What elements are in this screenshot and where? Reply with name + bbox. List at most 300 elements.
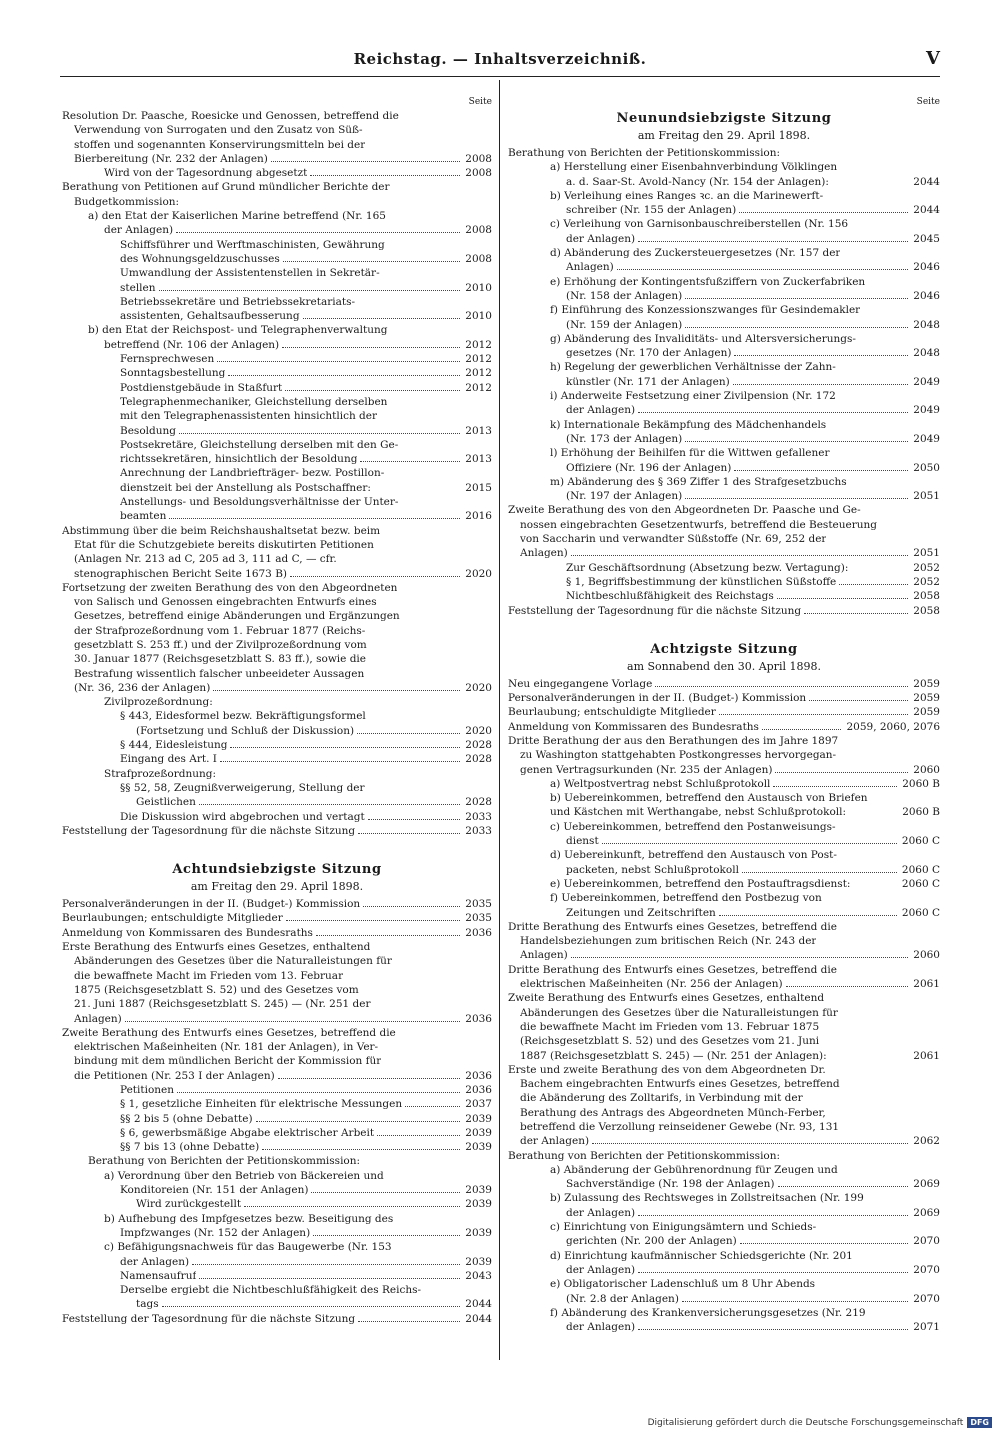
- entry-text: b) Verleihung eines Ranges ꝛc. an die Marinewerft-: [550, 189, 824, 202]
- dot-leader: [733, 384, 909, 385]
- entry-text: Umwandlung der Assistentenstellen in Sekretär-: [120, 267, 380, 280]
- index-entry-line: [508, 561, 940, 575]
- entry-text: packeten, nebst Schlußprotokoll: [566, 863, 739, 876]
- entry-text: die bewaffnete Macht im Frieden vom 13. Februar 1875: [520, 1020, 820, 1033]
- index-entry-line: [508, 246, 940, 260]
- index-entry-line: [62, 624, 492, 638]
- dot-leader: [176, 232, 460, 233]
- entry-text: Feststellung der Tagesordnung für die nächste Sitzung: [508, 604, 802, 617]
- session-date: am Sonnabend den 30. April 1898.: [627, 659, 821, 673]
- index-entry-line: [62, 911, 492, 925]
- entry-text: Impfzwanges (Nr. 152 der Anlagen): [120, 1226, 311, 1239]
- entry-text: Budgetkommission:: [74, 195, 180, 208]
- index-entry-line: [62, 1283, 492, 1297]
- index-entry-line: [62, 1169, 492, 1183]
- page-reference: 2039: [465, 1184, 492, 1197]
- index-entry-line: [62, 1054, 492, 1068]
- entry-text: Resolution Dr. Paasche, Roesicke und Genossen, betreffend die: [62, 110, 399, 122]
- entry-text: (Nr. 2.8 der Anlagen): [566, 1292, 679, 1305]
- entry-text: betreffend (Nr. 106 der Anlagen): [104, 338, 280, 351]
- dot-leader: [256, 1121, 461, 1122]
- entry-text: von Saccharin und verwandter Süßstoffe (Nr. 69, 252 der: [520, 533, 827, 546]
- entry-text: Die Diskussion wird abgebrochen und vertagt: [120, 810, 365, 823]
- index-entry-line: [62, 724, 492, 738]
- page-reference: 2049: [913, 404, 940, 417]
- page-reference: 2043: [465, 1269, 492, 1282]
- entry-text: Verwendung von Surrogaten und den Zusatz von Süß-: [74, 124, 363, 137]
- dot-leader: [357, 733, 460, 734]
- page-reference: 2039: [465, 1126, 492, 1139]
- entry-text: der Anlagen): [104, 224, 174, 237]
- index-entry-line: [62, 1083, 492, 1097]
- dot-leader: [220, 761, 460, 762]
- page-reference: 2039: [465, 1198, 492, 1211]
- entry-text: e) Obligatorischer Ladenschluß um 8 Uhr Abends: [550, 1278, 816, 1291]
- index-entry-line: [508, 1263, 940, 1277]
- page-reference: 2069: [913, 1206, 940, 1219]
- entry-text: Schiffsführer und Werftmaschinisten, Gewährung: [120, 238, 385, 251]
- session-heading: Achtundsiebzigste Sitzung: [172, 862, 382, 878]
- index-entry-line: [62, 266, 492, 280]
- index-entry-line: [62, 424, 492, 438]
- dot-leader: [285, 390, 460, 391]
- entry-text: beamten: [120, 510, 167, 523]
- page-reference: 2016: [465, 510, 492, 523]
- page-reference: 2050: [913, 461, 940, 474]
- page-reference: 2044: [465, 1312, 492, 1325]
- page-reference: 2070: [913, 1263, 940, 1276]
- page-reference: 2044: [465, 1298, 492, 1311]
- index-entry-line: [508, 1163, 940, 1177]
- index-entry-line: [62, 709, 492, 723]
- page-reference: 2008: [465, 224, 492, 237]
- page-reference: 2012: [465, 381, 492, 394]
- dot-leader: [734, 355, 908, 356]
- dot-leader: [179, 433, 460, 434]
- entry-text: Zweite Berathung des Entwurfs eines Gesetzes, betreffend die: [62, 1026, 396, 1039]
- entry-text: Bachem eingebrachten Entwurfs eines Gesetzes, betreffend: [520, 1078, 840, 1091]
- entry-text: (Nr. 36, 236 der Anlagen): [74, 681, 211, 694]
- entry-text: Erste und zweite Berathung des von dem Abgeordneten Dr.: [508, 1063, 826, 1076]
- index-entry-line: [62, 338, 492, 352]
- entry-text: (Nr. 159 der Anlagen): [566, 318, 683, 331]
- entry-text: k) Internationale Bekämpfung des Mädchenhandels: [550, 418, 827, 431]
- dot-leader: [617, 269, 909, 270]
- page-reference: 2071: [913, 1321, 940, 1334]
- dot-leader: [655, 686, 908, 687]
- index-entry-line: [62, 438, 492, 452]
- page-reference: 2060: [913, 949, 940, 962]
- entry-text: Gesetzes, betreffend einige Abänderungen und Ergänzungen: [74, 610, 400, 623]
- entry-text: gesetzblatt S. 253 ff.) und der Zivilprozeßordnung vom: [74, 638, 367, 651]
- entry-text: Besoldung: [120, 424, 176, 437]
- entry-text: Offiziere (Nr. 196 der Anlagen): [566, 461, 732, 474]
- entry-text: (Nr. 197 der Anlagen): [566, 490, 683, 503]
- entry-text: i) Anderweite Festsetzung einer Zivilpension (Nr. 172: [550, 390, 836, 403]
- index-entry-line: [508, 1063, 940, 1077]
- page-reference: 2062: [913, 1135, 940, 1148]
- entry-text: Anstellungs- und Besoldungsverhältnisse der Unter-: [120, 496, 399, 509]
- entry-text: Bestrafung wissentlich falscher unbeeideter Aussagen: [74, 667, 365, 680]
- entry-text: (Anlagen Nr. 213 ad C, 205 ad 3, 111 ad C, — cfr.: [74, 553, 337, 566]
- entry-text: Berathung von Berichten der Petitionskommission:: [508, 1149, 781, 1162]
- index-entry-line: [62, 138, 492, 152]
- entry-text: Betriebssekretäre und Betriebssekretariats-: [120, 295, 356, 308]
- entry-text: b) Uebereinkommen, betreffend den Austausch von Briefen: [550, 792, 868, 805]
- index-entry-line: [508, 389, 940, 403]
- dot-leader: [571, 555, 909, 556]
- entry-text: §§ 52, 58, Zeugnißverweigerung, Stellung der: [120, 781, 365, 794]
- index-entry-line: [62, 1140, 492, 1154]
- index-entry-line: [508, 791, 940, 805]
- page-reference: 2012: [465, 338, 492, 351]
- index-entry-line: [62, 395, 492, 409]
- entry-text: Wird zurückgestellt: [136, 1198, 242, 1211]
- page-reference: 2028: [465, 796, 492, 809]
- column-divider: [499, 80, 500, 1360]
- index-entry-line: [508, 963, 940, 977]
- dot-leader: [685, 441, 908, 442]
- entry-text: 30. Januar 1877 (Reichsgesetzblatt S. 83 ff.), sowie die: [74, 653, 367, 666]
- entry-text: Zur Geschäftsordnung (Absetzung bezw. Vertagung):: [566, 561, 849, 574]
- index-entry-line: [508, 863, 940, 877]
- dot-leader: [286, 920, 460, 921]
- entry-text: Sachverständige (Nr. 198 der Anlagen): [566, 1178, 775, 1191]
- entry-text: Handelsbeziehungen zum britischen Reich (Nr. 243 der: [520, 935, 817, 948]
- index-entry-line: [508, 1091, 940, 1105]
- index-entry-line: [508, 948, 940, 962]
- index-entry-line: [508, 677, 940, 691]
- entry-text: Telegraphenmechaniker, Gleichstellung derselben: [120, 395, 388, 408]
- entry-text: der Anlagen): [566, 1321, 636, 1334]
- index-entry-line: [62, 667, 492, 681]
- index-entry-line: [508, 1234, 940, 1248]
- entry-text: Anlagen): [566, 261, 614, 274]
- index-entry-line: [508, 777, 940, 791]
- index-entry-line: [62, 1069, 492, 1083]
- index-entry-line: [508, 705, 940, 719]
- entry-text: 1875 (Reichsgesetzblatt S. 52) und des Gesetzes vom: [74, 983, 359, 996]
- dot-leader: [159, 290, 461, 291]
- index-entry-line: [508, 991, 940, 1005]
- page-reference: 2060 C: [901, 877, 940, 890]
- dot-leader: [283, 261, 461, 262]
- index-entry-line: [508, 820, 940, 834]
- entry-text: Zweite Berathung des von den Abgeordneten Dr. Paasche und Ge-: [508, 504, 861, 517]
- index-entry-line: [62, 366, 492, 380]
- entry-text: Anlagen): [520, 949, 568, 962]
- index-entry-line: [508, 403, 940, 417]
- page-reference: 2044: [913, 175, 940, 188]
- page-reference: 2046: [913, 289, 940, 302]
- index-entry-line: [62, 495, 492, 509]
- page-reference: 2052: [913, 575, 940, 588]
- page-reference: 2039: [465, 1112, 492, 1125]
- index-entry-line: [62, 309, 492, 323]
- index-entry-line: [62, 652, 492, 666]
- entry-text: Postsekretäre, Gleichstellung derselben mit den Ge-: [120, 438, 399, 451]
- index-entry-line: [62, 738, 492, 752]
- index-entry-line: [62, 1226, 492, 1240]
- dot-leader: [839, 584, 908, 585]
- entry-text: betreffend die Verzollung reinseidener Gewebe (Nr. 93, 131: [520, 1121, 840, 1133]
- entry-text: die Abänderung des Zolltarifs, in Verbindung mit der: [520, 1092, 803, 1105]
- index-entry-line: [62, 567, 492, 581]
- dot-leader: [177, 1092, 460, 1093]
- index-entry-line: [62, 1197, 492, 1211]
- index-entry-line: [508, 1177, 940, 1191]
- index-entry-line: [62, 1212, 492, 1226]
- index-entry-line: [62, 152, 492, 166]
- entry-text: Berathung von Berichten der Petitionskommission:: [88, 1155, 361, 1168]
- index-entry-line: [508, 575, 940, 589]
- index-entry-line: [62, 767, 492, 781]
- entry-text: Dritte Berathung der aus den Berathungen des im Jahre 1897: [508, 734, 839, 747]
- entry-text: Anmeldung von Kommissaren des Bundesraths: [508, 720, 759, 733]
- page-reference: 2058: [913, 604, 940, 617]
- entry-text: a) Weltpostvertrag nebst Schlußprotokoll: [550, 777, 771, 790]
- entry-text: Petitionen: [120, 1084, 175, 1096]
- index-entry-line: [62, 1097, 492, 1111]
- section-spacer: [508, 618, 940, 640]
- index-entry-line: [62, 681, 492, 695]
- entry-text: Beurlaubung; entschuldigte Mitglieder: [508, 706, 716, 719]
- entry-text: der Anlagen): [566, 1206, 636, 1219]
- entry-text: der Anlagen): [120, 1255, 190, 1268]
- index-entry-line: [508, 318, 940, 332]
- index-entry-line: [62, 1112, 492, 1126]
- entry-text: § 6, gewerbsmäßige Abgabe elektrischer Arbeit: [120, 1126, 375, 1139]
- index-entry-line: [62, 926, 492, 940]
- entry-text: Namensaufruf: [120, 1269, 197, 1282]
- dot-leader: [734, 470, 908, 471]
- page-reference: 2020: [465, 567, 492, 580]
- entry-text: Neu eingegangene Vorlage: [508, 677, 653, 690]
- page-reference: 2049: [913, 375, 940, 388]
- dot-leader: [217, 361, 460, 362]
- page-reference: 2045: [913, 232, 940, 245]
- dot-leader: [311, 1192, 460, 1193]
- dot-leader: [363, 906, 460, 907]
- session-date: am Freitag den 29. April 1898.: [637, 129, 811, 142]
- dot-leader: [405, 1106, 460, 1107]
- entry-text: elektrischen Maßeinheiten (Nr. 256 der Anlagen): [520, 978, 783, 991]
- entry-text: e) Uebereinkommen, betreffend den Postauftragsdienst:: [550, 877, 851, 890]
- index-entry-line: [508, 1206, 940, 1220]
- dot-leader: [638, 412, 908, 413]
- entry-text: Beurlaubungen; entschuldigte Mitglieder: [62, 912, 283, 925]
- entry-text: richtssekretären, hinsichtlich der Besoldung: [120, 453, 358, 466]
- dot-leader: [685, 298, 908, 299]
- index-entry-line: [508, 877, 940, 891]
- index-entry-line: [62, 1154, 492, 1168]
- page-reference: 2028: [465, 753, 492, 766]
- entry-text: die Petitionen (Nr. 253 I der Anlagen): [74, 1069, 275, 1082]
- session-heading: Achtzigste Sitzung: [650, 641, 798, 657]
- index-entry-line: [508, 375, 940, 389]
- index-entry-line: [62, 940, 492, 954]
- dot-leader: [244, 1206, 460, 1207]
- page-reference: 2013: [465, 424, 492, 437]
- entry-text: §§ 2 bis 5 (ohne Debatte): [120, 1112, 253, 1125]
- page-reference: 2036: [465, 1084, 492, 1096]
- index-entry-line: [508, 160, 940, 174]
- dot-leader: [290, 576, 460, 577]
- index-entry-line: [62, 969, 492, 983]
- entry-text: der Anlagen): [566, 1263, 636, 1276]
- entry-text: f) Einführung des Konzessionszwanges für Gesindemakler: [550, 304, 861, 317]
- index-entry-line: [62, 1012, 492, 1026]
- entry-text: a) Herstellung einer Eisenbahnverbindung Völklingen: [550, 161, 838, 174]
- footer-credit: [648, 1417, 992, 1428]
- index-entry-line: [508, 906, 940, 920]
- entry-text: Anrechnung der Landbriefträger- bezw. Postillon-: [120, 467, 385, 480]
- page-reference: 2015: [465, 481, 492, 494]
- index-entry-line: [508, 920, 940, 934]
- entry-text: l) Erhöhung der Beihilfen für die Wittwen gefallener: [550, 447, 830, 460]
- index-entry-line: [62, 323, 492, 337]
- page-reference: 2060 C: [901, 863, 940, 876]
- seite-label: Seite: [916, 97, 940, 107]
- running-title: Reichstag. — Inhaltsverzeichniß.: [353, 50, 647, 68]
- page-reference: 2058: [913, 590, 940, 603]
- entry-text: gesetzes (Nr. 170 der Anlagen): [566, 347, 732, 360]
- entry-text: Fernsprechwesen: [120, 353, 215, 366]
- index-entry-line: [508, 360, 940, 374]
- page-reference: 2059: [913, 706, 940, 719]
- index-entry-line: [508, 203, 940, 217]
- page-reference: 2059, 2060, 2076: [846, 720, 940, 733]
- entry-text: Konditoreien (Nr. 151 der Anlagen): [120, 1184, 309, 1197]
- entry-text: b) Zulassung des Rechtsweges in Zollstreitsachen (Nr. 199: [550, 1192, 864, 1205]
- index-entry-line: [508, 604, 940, 618]
- page-reference: 2036: [465, 1069, 492, 1082]
- index-entry-line: [508, 489, 940, 503]
- entry-text: elektrischen Maßeinheiten (Nr. 181 der Anlagen), in Ver-: [74, 1041, 379, 1054]
- dot-leader: [199, 1278, 460, 1279]
- dot-leader: [358, 833, 460, 834]
- page-header: [60, 50, 940, 74]
- index-entry-line: [62, 466, 492, 480]
- index-entry-line: [62, 109, 492, 123]
- index-entry-line: [62, 524, 492, 538]
- index-entry-line: [508, 1034, 940, 1048]
- entry-text: 21. Juni 1887 (Reichsgesetzblatt S. 245) — (Nr. 251 der: [74, 998, 371, 1011]
- entry-text: dienst: [566, 835, 599, 848]
- entry-text: § 1, gesetzliche Einheiten für elektrische Messungen: [120, 1098, 403, 1111]
- dot-leader: [377, 1135, 460, 1136]
- dot-leader: [773, 786, 897, 787]
- dot-leader: [162, 1306, 461, 1307]
- page-reference: 2037: [465, 1098, 492, 1111]
- index-entry-line: [508, 432, 940, 446]
- index-entry-line: [62, 1297, 492, 1311]
- entry-text: Eingang des Art. I: [120, 753, 217, 766]
- page-reference: 2008: [465, 167, 492, 180]
- entry-text: des Wohnungsgeldzuschusses: [120, 252, 280, 265]
- page-reference: 2033: [465, 824, 492, 837]
- page-reference: 2051: [913, 490, 940, 503]
- page-reference: 2010: [465, 281, 492, 294]
- dot-leader: [685, 498, 908, 499]
- dot-leader: [230, 747, 460, 748]
- dot-leader: [685, 327, 908, 328]
- page-reference: 2070: [913, 1292, 940, 1305]
- entry-text: c) Verleihung von Garnisonbauschreiberstellen (Nr. 156: [550, 218, 849, 231]
- session-heading: Neunundsiebzigste Sitzung: [616, 111, 832, 126]
- dot-leader: [278, 1078, 461, 1079]
- entry-text: zu Washington stattgehabten Postkongresses hervorgegan-: [520, 749, 837, 762]
- entry-text: Feststellung der Tagesordnung für die nächste Sitzung: [62, 824, 356, 837]
- index-entry-line: [508, 1020, 940, 1034]
- page-reference: 2060 B: [902, 777, 940, 790]
- entry-text: d) Abänderung des Zuckersteuergesetzes (Nr. 157 der: [550, 247, 841, 260]
- dot-leader: [786, 986, 909, 987]
- dot-leader: [638, 1329, 908, 1330]
- dot-leader: [271, 161, 460, 162]
- entry-text: Bierbereitung (Nr. 232 der Anlagen): [74, 152, 268, 165]
- entry-text: d) Einrichtung kaufmännischer Schiedsgerichte (Nr. 201: [550, 1249, 853, 1262]
- dot-leader: [809, 700, 908, 701]
- entry-text: Berathung des Antrags des Abgeordneten Münch-Ferber,: [520, 1106, 826, 1119]
- index-entry-line: [62, 752, 492, 766]
- entry-text: Dritte Berathung des Entwurfs eines Gesetzes, betreffend die: [508, 963, 837, 976]
- index-entry-line: [508, 748, 940, 762]
- index-entry-line: [508, 189, 940, 203]
- index-entry-line: [62, 1026, 492, 1040]
- page-reference: 2008: [465, 252, 492, 265]
- entry-text: stoffen und sogenannten Konservirungsmitteln bei der: [74, 138, 366, 151]
- entry-text: der Strafprozeßordnung vom 1. Februar 1877 (Reichs-: [74, 624, 366, 637]
- index-entry-line: [508, 446, 940, 460]
- dot-leader: [262, 1149, 460, 1150]
- entry-text: Erste Berathung des Entwurfs eines Gesetzes, enthaltend: [62, 941, 371, 954]
- entry-text: m) Abänderung des § 369 Ziffer 1 des Strafgesetzbuchs: [550, 475, 847, 488]
- index-entry-line: [62, 180, 492, 194]
- entry-text: schreiber (Nr. 155 der Anlagen): [566, 204, 737, 217]
- page-reference: 2033: [465, 810, 492, 823]
- entry-text: f) Abänderung des Krankenversicherungsgesetzes (Nr. 219: [550, 1306, 866, 1319]
- page-reference: 2044: [913, 204, 940, 217]
- entry-text: bindung mit dem mündlichen Bericht der Kommission für: [74, 1055, 382, 1068]
- index-entry-line: [508, 289, 940, 303]
- dot-leader: [310, 175, 460, 176]
- index-entry-line: [508, 1134, 940, 1148]
- index-entry-line: [62, 795, 492, 809]
- index-entry-line: [508, 891, 940, 905]
- entry-text: genen Vertragsurkunden (Nr. 235 der Anlagen): [520, 763, 773, 776]
- index-entry-line: [62, 695, 492, 709]
- page-reference: 2020: [465, 724, 492, 737]
- entry-text: f) Uebereinkommen, betreffend den Postbezug von: [550, 892, 822, 905]
- index-entry-line: [62, 1040, 492, 1054]
- index-entry-line: [508, 232, 940, 246]
- dot-leader: [778, 1186, 909, 1187]
- page-reference: 2049: [913, 432, 940, 445]
- page-reference: 2035: [465, 898, 492, 911]
- page-reference: 2060 C: [901, 835, 940, 848]
- index-entry-line: [508, 532, 940, 546]
- page-reference: 2028: [465, 739, 492, 752]
- dfg-logo: DFG: [967, 1417, 992, 1428]
- index-entry-line: [508, 977, 940, 991]
- entry-text: Sonntagsbestellung: [120, 367, 226, 380]
- entry-text: Abänderungen des Gesetzes über die Naturalleistungen für: [520, 1006, 838, 1019]
- entry-text: c) Einrichtung von Einigungsämtern und Schieds-: [550, 1221, 817, 1234]
- index-entry-line: [508, 848, 940, 862]
- index-entry-line: [508, 346, 940, 360]
- page-reference: 2008: [465, 152, 492, 165]
